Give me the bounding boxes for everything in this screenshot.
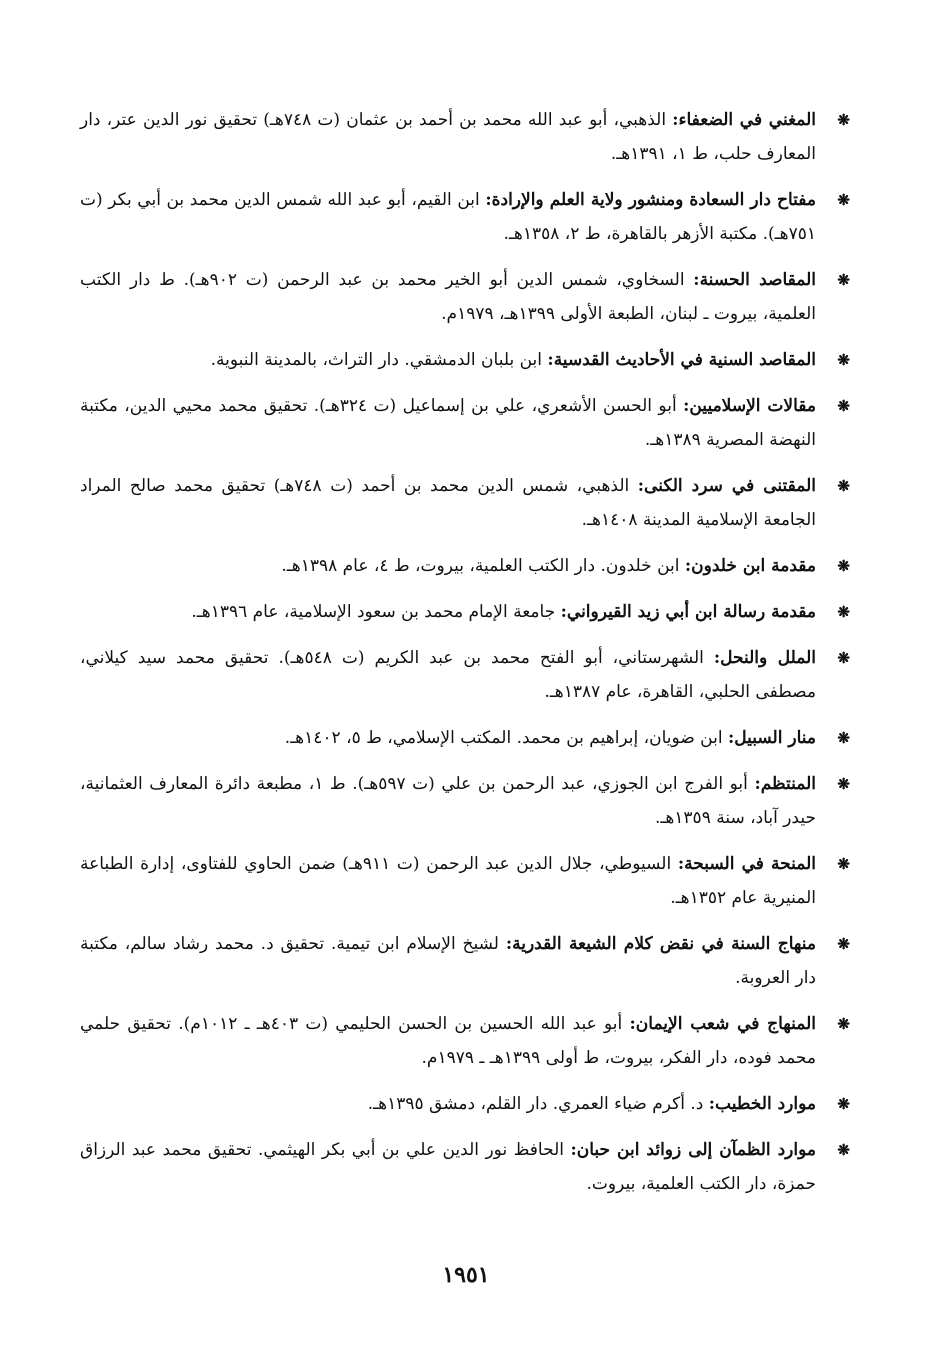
- entry-title: موارد الخطيب:: [708, 1094, 816, 1114]
- entry-text: الشهرستاني، أبو الفتح محمد بن عبد الكريم (ت ٥٤٨هـ). تحقيق محمد سيد كيلاني، مصطفى الحلبي، القاهرة، عام ١٣٨٧هـ.: [80, 648, 816, 702]
- entry-text: ابن خلدون. دار الكتب العلمية، بيروت، ط ٤، عام ١٣٩٨هـ.: [281, 556, 685, 576]
- bullet-icon: ❋: [837, 649, 850, 667]
- entry-title: المقتنى في سرد الكنى:: [637, 476, 816, 496]
- bullet-icon: ❋: [837, 855, 850, 873]
- entry-text: الذهبي، أبو عبد الله محمد بن أحمد بن عثمان (ت ٧٤٨هـ) تحقيق نور الدين عتر، دار المعارف حلب، ط ١، ١٣٩١هـ.: [80, 110, 816, 164]
- bibliography-entry: [80, 641, 850, 709]
- entry-text: ابن بلبان الدمشقي. دار التراث، بالمدينة النبوية.: [210, 350, 548, 370]
- entry-title: المنهاج في شعب الإيمان:: [629, 1014, 817, 1034]
- bullet-icon: ❋: [837, 557, 850, 575]
- entry-title: المنتظم:: [754, 774, 816, 794]
- bibliography-entry: [80, 1087, 850, 1121]
- bibliography-entry: [80, 1133, 850, 1201]
- bibliography-entry: [80, 721, 850, 755]
- bullet-icon: ❋: [837, 935, 850, 953]
- entry-text: ابن القيم، أبو عبد الله شمس الدين محمد بن أبي بكر (ت ٧٥١هـ). مكتبة الأزهر بالقاهرة، ط ٢، ١٣٥٨هـ.: [80, 190, 816, 244]
- entry-title: مقدمة ابن خلدون:: [684, 556, 816, 576]
- bibliography-entry: [80, 595, 850, 629]
- bullet-icon: ❋: [837, 603, 850, 621]
- entry-text: الحافظ نور الدين علي بن أبي بكر الهيثمي. تحقيق محمد عبد الرزاق حمزة، دار الكتب العلمية، بيروت.: [80, 1140, 816, 1194]
- bullet-icon: ❋: [837, 1095, 850, 1113]
- entry-text: الذهبي، شمس الدين محمد بن أحمد (ت ٧٤٨هـ) تحقيق محمد صالح المراد الجامعة الإسلامية المدينة ١٤٠٨هـ.: [80, 476, 816, 530]
- entry-text: أبو عبد الله الحسين بن الحسن الحليمي (ت ٤٠٣هـ ـ ١٠١٢م). تحقيق حلمي محمد فوده، دار الفكر، بيروت، ط أولى ١٣٩٩هـ ـ ١٩٧٩م.: [80, 1014, 816, 1068]
- entry-title: مقالات الإسلاميين:: [683, 396, 816, 416]
- bullet-icon: ❋: [837, 111, 850, 129]
- entry-text: أبو الحسن الأشعري، علي بن إسماعيل (ت ٣٢٤هـ). تحقيق محمد محيي الدين، مكتبة النهضة المصرية ١٣٨٩هـ.: [80, 396, 816, 450]
- bullet-icon: ❋: [837, 191, 850, 209]
- entry-title: المغني في الضعفاء:: [672, 110, 817, 130]
- page-number: ١٩٥١: [442, 1262, 490, 1288]
- entry-text: السخاوي، شمس الدين أبو الخير محمد بن عبد الرحمن (ت ٩٠٢هـ). ط دار الكتب العلمية، بيروت ـ لبنان، الطبعة الأولى ١٣٩٩هـ، ١٩٧٩م.: [80, 270, 816, 324]
- entry-title: المنحة في السبحة:: [677, 854, 816, 874]
- entry-text: لشيخ الإسلام ابن تيمية. تحقيق د. محمد رشاد سالم، مكتبة دار العروبة.: [80, 934, 816, 988]
- entry-text: أبو الفرج ابن الجوزي، عبد الرحمن بن علي (ت ٥٩٧هـ). ط ١، مطبعة دائرة المعارف العثمانية، حيدر آباد، سنة ١٣٥٩هـ.: [80, 774, 816, 828]
- bullet-icon: ❋: [837, 477, 850, 495]
- entry-title: الملل والنحل:: [713, 648, 816, 668]
- bibliography-entry: [80, 549, 850, 583]
- bibliography-entry: [80, 847, 850, 915]
- bibliography-entry: [80, 767, 850, 835]
- bullet-icon: ❋: [837, 397, 850, 415]
- entry-title: موارد الظمآن إلى زوائد ابن حبان:: [570, 1140, 816, 1160]
- entry-title: المقاصد الحسنة:: [693, 270, 816, 290]
- bibliography-entry: [80, 103, 850, 171]
- bibliography-entry: [80, 927, 850, 995]
- entry-title: منهاج السنة في نقض كلام الشيعة القدرية:: [505, 934, 816, 954]
- bullet-icon: ❋: [837, 351, 850, 369]
- bullet-icon: ❋: [837, 775, 850, 793]
- entry-title: المقاصد السنية في الأحاديث القدسية:: [547, 350, 816, 370]
- bullet-icon: ❋: [837, 1015, 850, 1033]
- entry-text: السيوطي، جلال الدين عبد الرحمن (ت ٩١١هـ) ضمن الحاوي للفتاوى، إدارة الطباعة المنيرية عام ١٣٥٢هـ.: [80, 854, 816, 908]
- bibliography-entry: [80, 389, 850, 457]
- bibliography-entry: [80, 183, 850, 251]
- bullet-icon: ❋: [837, 1141, 850, 1159]
- entry-text: جامعة الإمام محمد بن سعود الإسلامية، عام ١٣٩٦هـ.: [191, 602, 561, 622]
- bibliography-entry: [80, 1007, 850, 1075]
- entry-title: مقدمة رسالة ابن أبي زيد القيرواني:: [560, 602, 816, 622]
- entry-text: د. أكرم ضياء العمري. دار القلم، دمشق ١٣٩٥هـ.: [367, 1094, 709, 1114]
- bibliography-entry: [80, 343, 850, 377]
- bibliography-list: [80, 103, 850, 1213]
- entry-title: مفتاح دار السعادة ومنشور ولاية العلم والإرادة:: [485, 190, 816, 210]
- bullet-icon: ❋: [837, 729, 850, 747]
- bibliography-entry: [80, 469, 850, 537]
- bibliography-entry: [80, 263, 850, 331]
- entry-title: منار السبيل:: [727, 728, 816, 748]
- bullet-icon: ❋: [837, 271, 850, 289]
- entry-text: ابن ضويان، إبراهيم بن محمد. المكتب الإسلامي، ط ٥، ١٤٠٢هـ.: [284, 728, 728, 748]
